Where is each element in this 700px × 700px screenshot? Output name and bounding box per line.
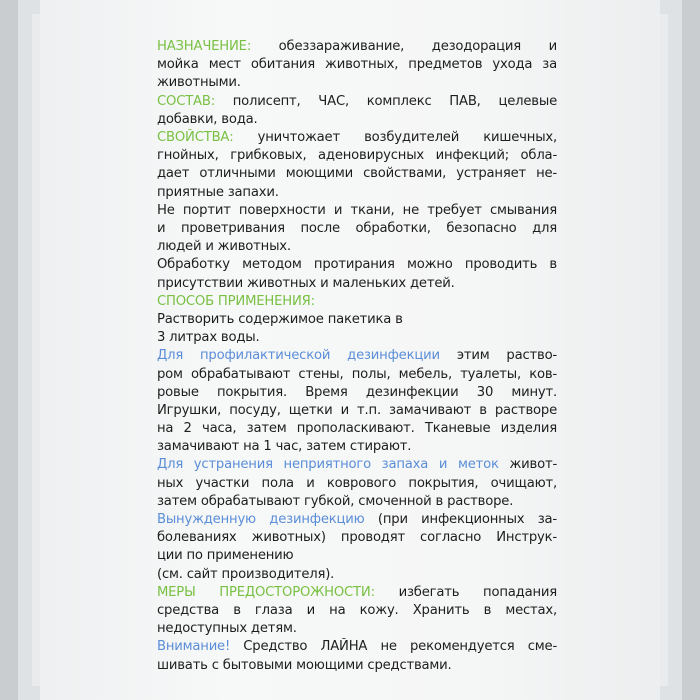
- section-heading: СВОЙСТВА:: [157, 129, 234, 145]
- body-text: избегать попадания: [374, 584, 557, 600]
- body-text: гнойных, грибковых, аденовирусных инфекций; обла-: [157, 148, 557, 164]
- text-line: [157, 584, 557, 602]
- text-line: [157, 111, 557, 129]
- body-text: обеззараживание, дезодорация и: [251, 39, 557, 54]
- body-text: этим раство-: [439, 348, 557, 364]
- text-line: [157, 202, 557, 220]
- instructions-text: [157, 38, 557, 675]
- body-text: (см. сайт производителя).: [157, 566, 335, 582]
- body-text: и проветривания после обработки, безопасно для: [157, 220, 557, 236]
- text-line: [157, 438, 557, 456]
- section-heading: Вынужденную дезинфекцию: [157, 512, 365, 528]
- body-text: Не портит поверхности и ткани, не требует смывания: [157, 202, 557, 218]
- text-line: [157, 256, 557, 274]
- text-line: [157, 547, 557, 565]
- text-line: [157, 129, 557, 147]
- body-text: приятные запахи.: [157, 184, 279, 200]
- body-text: недоступных детям.: [157, 621, 297, 637]
- text-line: [157, 384, 557, 402]
- text-line: [157, 620, 557, 638]
- body-text: замачивают на 1 час, затем стирают.: [157, 439, 412, 455]
- text-line: [157, 56, 557, 74]
- text-line: [157, 220, 557, 238]
- section-heading: МЕРЫ ПРЕДОСТОРОЖНОСТИ:: [157, 584, 375, 600]
- text-line: [157, 456, 557, 474]
- body-text: на 2 часа, затем прополаскивают. Тканевые изделия: [157, 421, 557, 437]
- body-text: затем обрабатывают губкой, смоченной в растворе.: [157, 493, 514, 509]
- section-heading: Внимание!: [157, 639, 231, 655]
- body-text: уничтожает возбудителей кишечных,: [233, 129, 557, 145]
- text-line: [157, 275, 557, 293]
- text-line: [157, 293, 557, 311]
- text-line: [157, 38, 557, 56]
- text-line: [157, 638, 557, 656]
- text-line: [157, 329, 557, 347]
- body-text: (при инфекционных за-: [364, 512, 557, 528]
- body-text: Средство ЛАЙНА не рекомендуется сме-: [230, 639, 557, 655]
- text-line: [157, 165, 557, 183]
- text-line: [157, 657, 557, 675]
- section-heading: НАЗНАЧЕНИЕ:: [157, 39, 252, 54]
- text-line: [157, 184, 557, 202]
- text-line: [157, 602, 557, 620]
- body-text: ром обрабатывают стены, полы, мебель, туалеты, ков-: [157, 366, 557, 382]
- text-line: [157, 366, 557, 384]
- body-text: животными.: [157, 75, 241, 91]
- text-line: [157, 566, 557, 584]
- body-text: добавки, вода.: [157, 111, 258, 127]
- section-heading: СПОСОБ ПРИМЕНЕНИЯ:: [157, 293, 315, 309]
- body-text: болеваниях животных) проводят согласно Инструк-: [157, 530, 557, 546]
- body-text: живот-: [498, 457, 557, 473]
- section-heading: Для профилактической дезинфекции: [157, 348, 440, 364]
- section-heading: Для устранения неприятного запаха и меток: [157, 457, 499, 473]
- body-text: ции по применению: [157, 548, 294, 564]
- body-text: людей и животных.: [157, 239, 291, 255]
- body-text: ровые покрытия. Время дезинфекции 30 минут.: [157, 384, 557, 400]
- body-text: Растворить содержимое пакетика в: [157, 311, 403, 327]
- body-text: мойка мест обитания животных, предметов ухода за: [157, 57, 557, 73]
- body-text: полисепт, ЧАС, комплекс ПАВ, целевые: [214, 93, 557, 109]
- body-text: Игрушки, посуду, щетки и т.п. замачивают в растворе: [157, 402, 557, 418]
- body-text: ных участки пола и коврового покрытия, очищают,: [157, 475, 557, 491]
- text-line: [157, 402, 557, 420]
- body-text: присутствии животных и маленьких детей.: [157, 275, 455, 291]
- text-line: [157, 511, 557, 529]
- text-line: [157, 93, 557, 111]
- text-line: [157, 311, 557, 329]
- text-line: [157, 347, 557, 365]
- text-line: [157, 238, 557, 256]
- text-line: [157, 147, 557, 165]
- body-text: дает отличными моющими свойствами, устраняет не-: [157, 166, 557, 182]
- text-line: [157, 493, 557, 511]
- text-line: [157, 74, 557, 92]
- text-line: [157, 529, 557, 547]
- text-line: [157, 475, 557, 493]
- text-line: [157, 420, 557, 438]
- body-text: средства в глаза и на кожу. Хранить в местах,: [157, 603, 557, 618]
- body-text: Обработку методом протирания можно проводить в: [157, 257, 557, 273]
- section-heading: СОСТАВ:: [157, 93, 215, 109]
- body-text: шивать с бытовыми моющими средствами.: [157, 657, 452, 673]
- body-text: 3 литрах воды.: [157, 330, 260, 346]
